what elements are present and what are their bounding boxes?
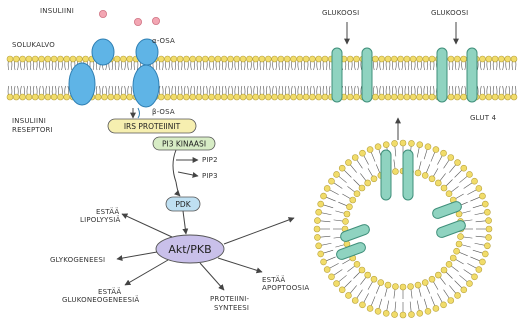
lipolysis-label-line1: ESTÄÄ — [96, 208, 120, 216]
glucose-right-label: GLUKOOSI — [431, 9, 469, 17]
glut4-transporters-vesicle — [335, 150, 467, 261]
cell-membrane-label: SOLUKALVO — [12, 41, 55, 49]
pi3-kinase-box — [153, 137, 215, 150]
protein-synthesis-label-line1: PROTEIINI- — [210, 295, 250, 303]
glut4-label: GLUT 4 — [470, 114, 497, 122]
gluconeogenesis-label-line1: ESTÄÄ — [98, 288, 122, 296]
akt-pkb-box — [156, 235, 224, 263]
insulin-molecules — [99, 10, 159, 25]
receptor-label-line1: INSULIINI — [12, 117, 46, 125]
pip2-label: PIP2 — [202, 156, 218, 164]
alpha-subunit-label: α-OSA — [152, 37, 176, 45]
glycogenesis-label: GLYKOGENEESI — [50, 256, 106, 264]
apoptosis-label-line1: ESTÄÄ — [262, 276, 286, 284]
irs-label: IRS PROTEIINIT — [123, 122, 181, 131]
insulin-label: INSULIINI — [40, 7, 74, 15]
pi3k-label: PI3 KINAASI — [161, 139, 207, 149]
pip3-label: PIP3 — [202, 172, 218, 180]
protein-synthesis-label-line2: SYNTEESI — [214, 304, 250, 312]
receptor-label-line2: RESEPTORI — [12, 126, 53, 134]
lipolysis-label-line2: LIPOLYYSIÄ — [80, 216, 121, 224]
insulin-receptor — [69, 39, 159, 118]
irs-proteins-box — [108, 119, 196, 133]
gluconeogenesis-label-line2: GLUKONEOGENEESIÄ — [62, 296, 140, 304]
pdk-box — [166, 197, 200, 211]
akt-label: Akt/PKB — [168, 243, 212, 256]
glucose-left-label: GLUKOOSI — [322, 9, 360, 17]
beta-subunit-label: β-OSA — [152, 108, 175, 116]
pdk-label: PDK — [175, 200, 191, 209]
apoptosis-label-line2: APOPTOOSIA — [262, 284, 310, 292]
